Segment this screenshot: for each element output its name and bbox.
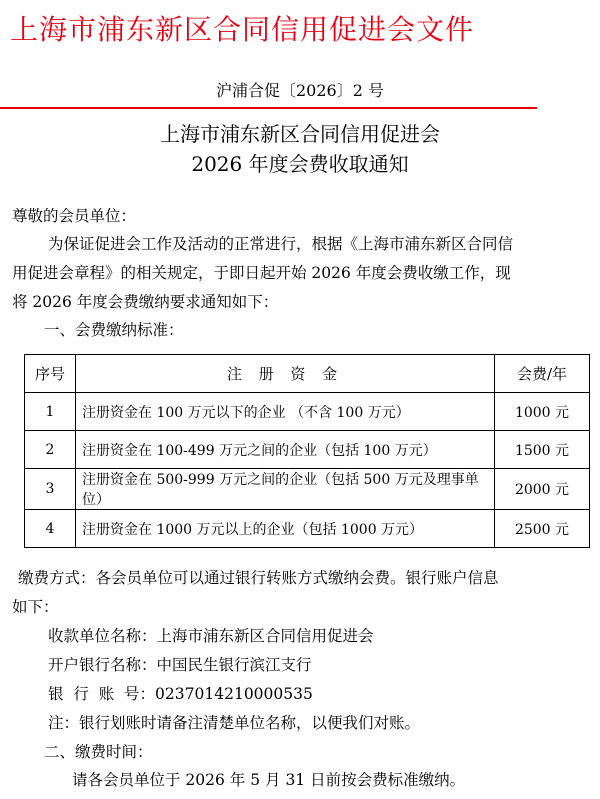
- table-row: [25, 393, 590, 431]
- document-number: 沪浦合促〔2026〕2 号: [216, 81, 384, 100]
- section-1-heading: 一、会费缴纳标准：: [44, 321, 184, 339]
- row-capital: 注册资金在 500-999 万元之间的企业（包括 500 万元及理事单位）: [76, 469, 495, 510]
- row-fee: 2000 元: [495, 469, 590, 510]
- intro-line-1: 为保证促进会工作及活动的正常进行，根据《上海市浦东新区合同信: [48, 235, 514, 253]
- row-no: 1: [25, 393, 76, 431]
- table-row: [25, 431, 590, 469]
- row-capital: 注册资金在 100 万元以下的企业 （不含 100 万元）: [76, 393, 495, 431]
- table-header-row: [25, 355, 590, 393]
- document-header-title: 上海市浦东新区合同信用促进会文件: [10, 13, 475, 46]
- notice-title-line2: 2026 年度会费收取通知: [191, 152, 409, 176]
- bank-name: 开户银行名称：中国民生银行滨江支行: [48, 656, 312, 674]
- payment-note: 注：银行划账时请备注清楚单位名称，以便我们对账。: [48, 714, 421, 732]
- fee-standard-table: [24, 354, 590, 548]
- payment-method-line-1: 缴费方式：各会员单位可以通过银行转账方式缴纳会费。银行账户信息: [18, 569, 499, 587]
- row-no: 2: [25, 431, 76, 469]
- column-header-no: 序号: [25, 355, 76, 393]
- intro-line-3: 将 2026 年度会费缴纳要求通知如下：: [12, 293, 279, 311]
- payment-method-line-2: 如下：: [12, 598, 59, 616]
- notice-title-line1: 上海市浦东新区合同信用促进会: [160, 122, 440, 146]
- intro-line-2: 用促进会章程》的相关规定，于即日起开始 2026 年度会费收缴工作，现: [12, 264, 511, 282]
- row-no: 3: [25, 469, 76, 510]
- table-row: [25, 510, 590, 548]
- column-header-capital: 注 册 资 金: [76, 355, 495, 393]
- payee-name: 收款单位名称：上海市浦东新区合同信用促进会: [48, 627, 374, 645]
- row-fee: 2500 元: [495, 510, 590, 548]
- payment-deadline: 请各会员单位于 2026 年 5 月 31 日前按会费标准缴纳。: [72, 771, 466, 789]
- row-fee: 1000 元: [495, 393, 590, 431]
- salutation: 尊敬的会员单位：: [12, 207, 137, 225]
- row-capital: 注册资金在 1000 万元以上的企业（包括 1000 万元）: [76, 510, 495, 548]
- bank-account: 银 行 账 号：0237014210000535: [48, 685, 313, 703]
- header-divider: [0, 107, 537, 109]
- notice-title: [0, 119, 600, 179]
- row-no: 4: [25, 510, 76, 548]
- table-row: [25, 469, 590, 510]
- column-header-fee: 会费/年: [495, 355, 590, 393]
- row-capital: 注册资金在 100-499 万元之间的企业（包括 100 万元）: [76, 431, 495, 469]
- section-2-heading: 二、缴费时间：: [44, 743, 153, 761]
- row-fee: 1500 元: [495, 431, 590, 469]
